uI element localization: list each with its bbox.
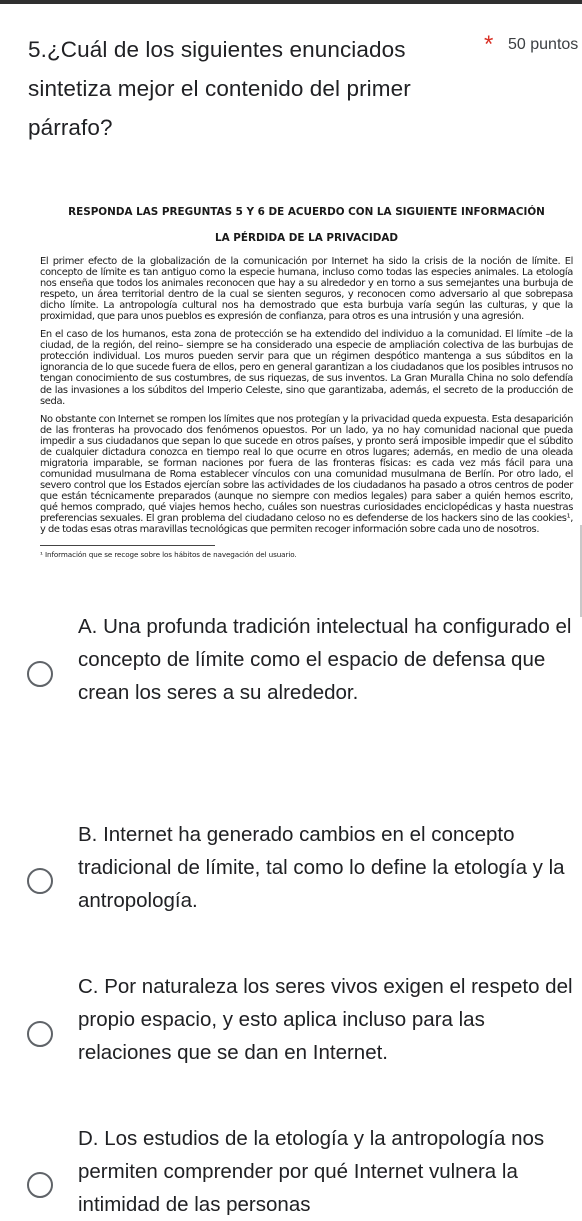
footnote-divider — [40, 545, 215, 546]
passage-paragraph-3: No obstante con Internet se rompen los límites que nos protegían y la privacidad queda expuesta. Esta desaparición de las fronteras ha provocado dos fenómenos opuestos. Por un lado, ya no hay comunidad nacional que pueda impedir a sus ciudadanos que sepan lo que sucede en otros países, y pronto será imposible impedir que el súbdito de cualquier dictadura conozca en tiempo real lo que ocurre en otros lugares; además, en medio de una oleada migratoria imparable, se forman naciones por fuera de las fronteras físicas: es cada vez más fácil para una comunidad musulmana de Roma establecer vínculos con una comunidad musulmana de Berlín. Por otro lado, el severo control que los Estados ejercían sobre las actividades de los ciudadanos ha pasado a otros centros de poder que están técnicamente preparados (aunque no siempre con medios legales) para saber a quién hemos escrito, qué hemos comprado, qué viajes hemos hecho, cuáles son nuestras curiosidades enciclopédicas y hasta nuestras preferencias sexuales. El gran problema del ciudadano celoso no es defenderse de los hackers sino de las cookies¹, y de todas esas otras maravillas tecnológicas que permiten recoger información sobre cada uno de nosotros. — [40, 413, 573, 536]
top-border — [0, 0, 582, 4]
passage-footnote: ¹ Información que se recoge sobre los hábitos de navegación del usuario. — [40, 550, 297, 560]
option-a-radio[interactable] — [27, 661, 53, 687]
option-b-radio[interactable] — [27, 868, 53, 894]
option-b-label[interactable]: B. Internet ha generado cambios en el concepto tradicional de límite, tal como lo define la etología y la antropología. — [78, 823, 565, 912]
reading-passage-image — [40, 206, 573, 559]
passage-instruction: RESPONDA LAS PREGUNTAS 5 Y 6 DE ACUERDO CON LA SIGUIENTE INFORMACIÓN — [68, 206, 545, 218]
option-d-label[interactable]: D. Los estudios de la etología y la antropología nos permiten comprender por qué Internet vulnera la intimidad de las personas — [78, 1127, 545, 1216]
points-label: 50 puntos — [508, 36, 579, 53]
required-asterisk: * — [484, 31, 494, 58]
passage-paragraph-1: El primer efecto de la globalización de la comunicación por Internet ha sido la crisis de la noción de límite. El concepto de límite es tan antiguo como la especie humana, incluso como todas las especies animales. La etología nos enseña que todos los animales reconocen que hay a su alrededor y en torno a sus semejantes una burbuja de respeto, un área territorial dentro de la cual se sienten seguros, y reconocen como adversario al que sobrepasa dicho límite. La antropología cultural nos ha demostrado que esta burbuja varía según las culturas, y que la proximidad, que para unos pueblos es expresión de confianza, para otros es una intrusión y una agresión. — [40, 256, 573, 323]
passage-paragraph-2: En el caso de los humanos, esta zona de protección se ha extendido del individuo a la comunidad. El límite –de la ciudad, de la región, del reino– siempre se ha considerado una especie de ampliación colectiva de las burbujas de protección individual. Los muros pueden servir para que un régimen despótico mantenga a sus súbditos en la ignorancia de lo que sucede fuera de ellos, pero en general garantizan a los ciudadanos que los posibles intrusos no tengan conocimiento de sus costumbres, de sus riquezas, de sus inventos. La Gran Muralla China no solo defendía de las invasiones a los súbditos del Imperio Celeste, sino que garantizaba, además, el secreto de la producción de seda. — [40, 329, 573, 407]
option-c-label[interactable]: C. Por naturaleza los seres vivos exigen el respeto del propio espacio, y esto aplica incluso para las relaciones que se dan en Internet. — [78, 975, 573, 1064]
question-title: 5.¿Cuál de los siguientes enunciados sintetiza mejor el contenido del primer párrafo? — [28, 37, 411, 140]
option-d-radio[interactable] — [27, 1172, 53, 1198]
option-c-radio[interactable] — [27, 1021, 53, 1047]
passage-title: LA PÉRDIDA DE LA PRIVACIDAD — [214, 232, 399, 244]
option-a-label[interactable]: A. Una profunda tradición intelectual ha configurado el concepto de límite como el espacio de defensa que crean los seres a su alrededor. — [78, 615, 572, 704]
